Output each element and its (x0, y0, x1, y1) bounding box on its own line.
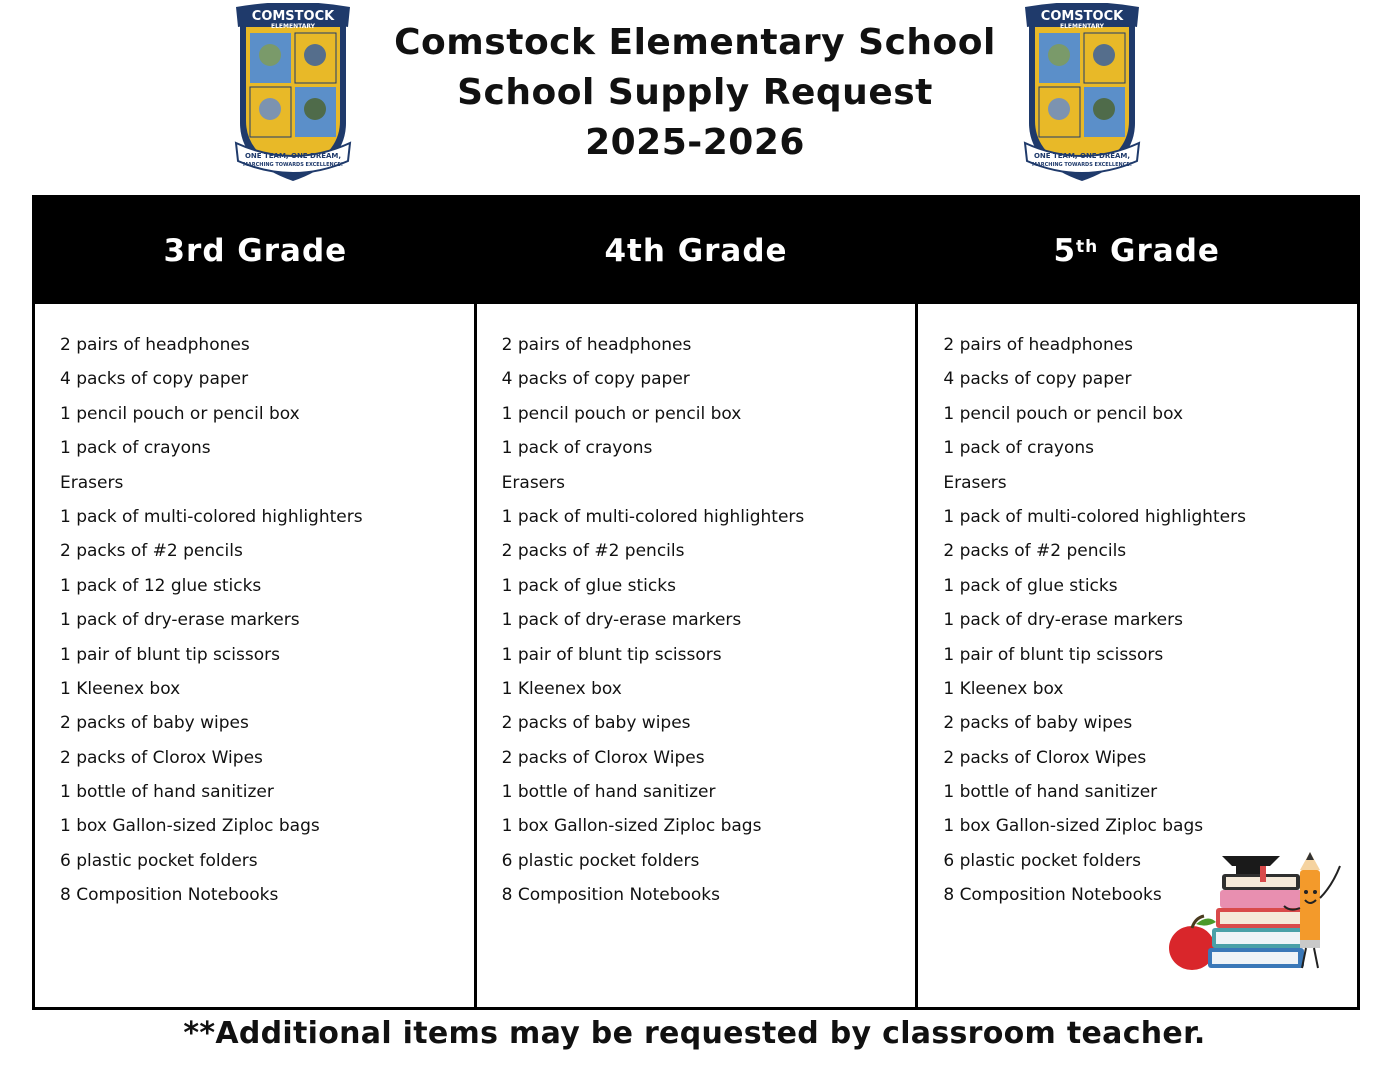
list-item: 1 pack of dry-erase markers (501, 610, 742, 631)
list-item: Erasers (501, 472, 565, 493)
list-item: 1 pack of crayons (501, 438, 653, 459)
list-item: 1 bottle of hand sanitizer (60, 782, 274, 803)
table-header-row (35, 198, 1357, 304)
list-item: 2 packs of Clorox Wipes (60, 747, 263, 768)
list-item: 1 pack of dry-erase markers (943, 610, 1183, 631)
list-item: 6 plastic pocket folders (943, 850, 1142, 871)
list-item: Erasers (60, 472, 124, 493)
list-item: 2 packs of Clorox Wipes (943, 747, 1147, 768)
list-item: 4 packs of copy paper (501, 369, 690, 390)
crest-motto-line1: ONE TEAM, ONE DREAM, (244, 152, 342, 160)
list-item: 1 pack of glue sticks (501, 575, 676, 596)
list-item: 4 packs of copy paper (60, 369, 249, 390)
list-item: 1 pack of 12 glue sticks (60, 575, 262, 596)
list-item: 2 packs of #2 pencils (60, 541, 243, 562)
title-line-school: Comstock Elementary School (394, 22, 996, 63)
list-item: 6 plastic pocket folders (60, 850, 258, 871)
footer-note: **Additional items may be requested by classroom teacher. (183, 1016, 1206, 1051)
page-header (0, 0, 1389, 195)
crest-subtitle-text: ELEMENTARY (1059, 23, 1105, 30)
list-item: 8 Composition Notebooks (501, 885, 720, 906)
list-item: 8 Composition Notebooks (60, 885, 279, 906)
list-item: 6 plastic pocket folders (501, 850, 700, 871)
list-item: 1 bottle of hand sanitizer (943, 782, 1158, 803)
list-item: 1 bottle of hand sanitizer (501, 782, 716, 803)
list-item: 2 packs of #2 pencils (501, 541, 685, 562)
crest-banner-text: COMSTOCK (1040, 9, 1124, 24)
column-3rd-grade (35, 304, 474, 1007)
list-item: 1 Kleenex box (943, 678, 1064, 699)
crest-motto-line2: MARCHING TOWARDS EXCELLENCE! (242, 162, 344, 168)
list-item: 1 pack of dry-erase markers (60, 610, 300, 631)
list-item: 1 pack of crayons (943, 438, 1095, 459)
list-item: 1 pair of blunt tip scissors (501, 644, 722, 665)
list-item: 4 packs of copy paper (943, 369, 1132, 390)
list-item: 1 pencil pouch or pencil box (501, 403, 742, 424)
supply-list-5th-grade (943, 328, 1357, 913)
list-item: 1 pencil pouch or pencil box (60, 403, 300, 424)
grade-word: Grade (1098, 233, 1220, 269)
list-item: 2 pairs of headphones (501, 335, 692, 355)
list-item: 1 pair of blunt tip scissors (943, 644, 1164, 665)
school-crest-logo (232, 3, 354, 185)
list-item: 1 box Gallon-sized Ziploc bags (943, 816, 1204, 837)
list-item: 1 box Gallon-sized Ziploc bags (501, 816, 762, 837)
title-line-year: 2025-2026 (585, 122, 805, 163)
column-4th-grade (474, 304, 916, 1007)
list-item: 2 packs of Clorox Wipes (501, 747, 705, 768)
grade-number: 5 (1053, 233, 1077, 269)
list-item: 2 packs of baby wipes (60, 713, 249, 734)
grade-ordinal-suffix: th (1076, 237, 1099, 257)
crest-motto-line1: ONE TEAM, ONE DREAM, (1033, 152, 1131, 160)
list-item: 8 Composition Notebooks (943, 885, 1162, 906)
list-item: 2 pairs of headphones (60, 335, 250, 355)
books-apple-pencil-illustration (1160, 848, 1350, 976)
crest-banner-text: COMSTOCK (251, 9, 335, 24)
page-title (370, 18, 1020, 168)
supply-list-3rd-grade (60, 328, 474, 913)
crest-subtitle-text: ELEMENTARY (270, 23, 316, 30)
school-crest-logo (1021, 3, 1143, 185)
list-item: 1 pack of multi-colored highlighters (501, 506, 805, 527)
list-item: 1 pair of blunt tip scissors (60, 644, 280, 665)
column-header-5th-grade (916, 198, 1357, 304)
list-item: 2 pairs of headphones (943, 335, 1134, 355)
crest-motto-line2: MARCHING TOWARDS EXCELLENCE! (1031, 162, 1133, 168)
list-item: 1 pencil pouch or pencil box (943, 403, 1184, 424)
column-header-4th-grade: 4th Grade (604, 233, 788, 269)
list-item: 1 pack of multi-colored highlighters (943, 506, 1246, 527)
list-item: 2 packs of baby wipes (501, 713, 691, 734)
list-item: 1 Kleenex box (501, 678, 622, 699)
list-item: 1 Kleenex box (60, 678, 181, 699)
title-line-request: School Supply Request (457, 72, 933, 113)
list-item: 1 pack of crayons (60, 438, 211, 459)
list-item: 1 pack of multi-colored highlighters (60, 506, 363, 527)
list-item: Erasers (943, 472, 1007, 493)
supply-list-4th-grade (502, 328, 916, 913)
list-item: 1 box Gallon-sized Ziploc bags (60, 816, 320, 837)
column-header-3rd-grade: 3rd Grade (163, 233, 348, 269)
list-item: 1 pack of glue sticks (943, 575, 1118, 596)
list-item: 2 packs of #2 pencils (943, 541, 1127, 562)
list-item: 2 packs of baby wipes (943, 713, 1133, 734)
table-body (35, 304, 1357, 1007)
